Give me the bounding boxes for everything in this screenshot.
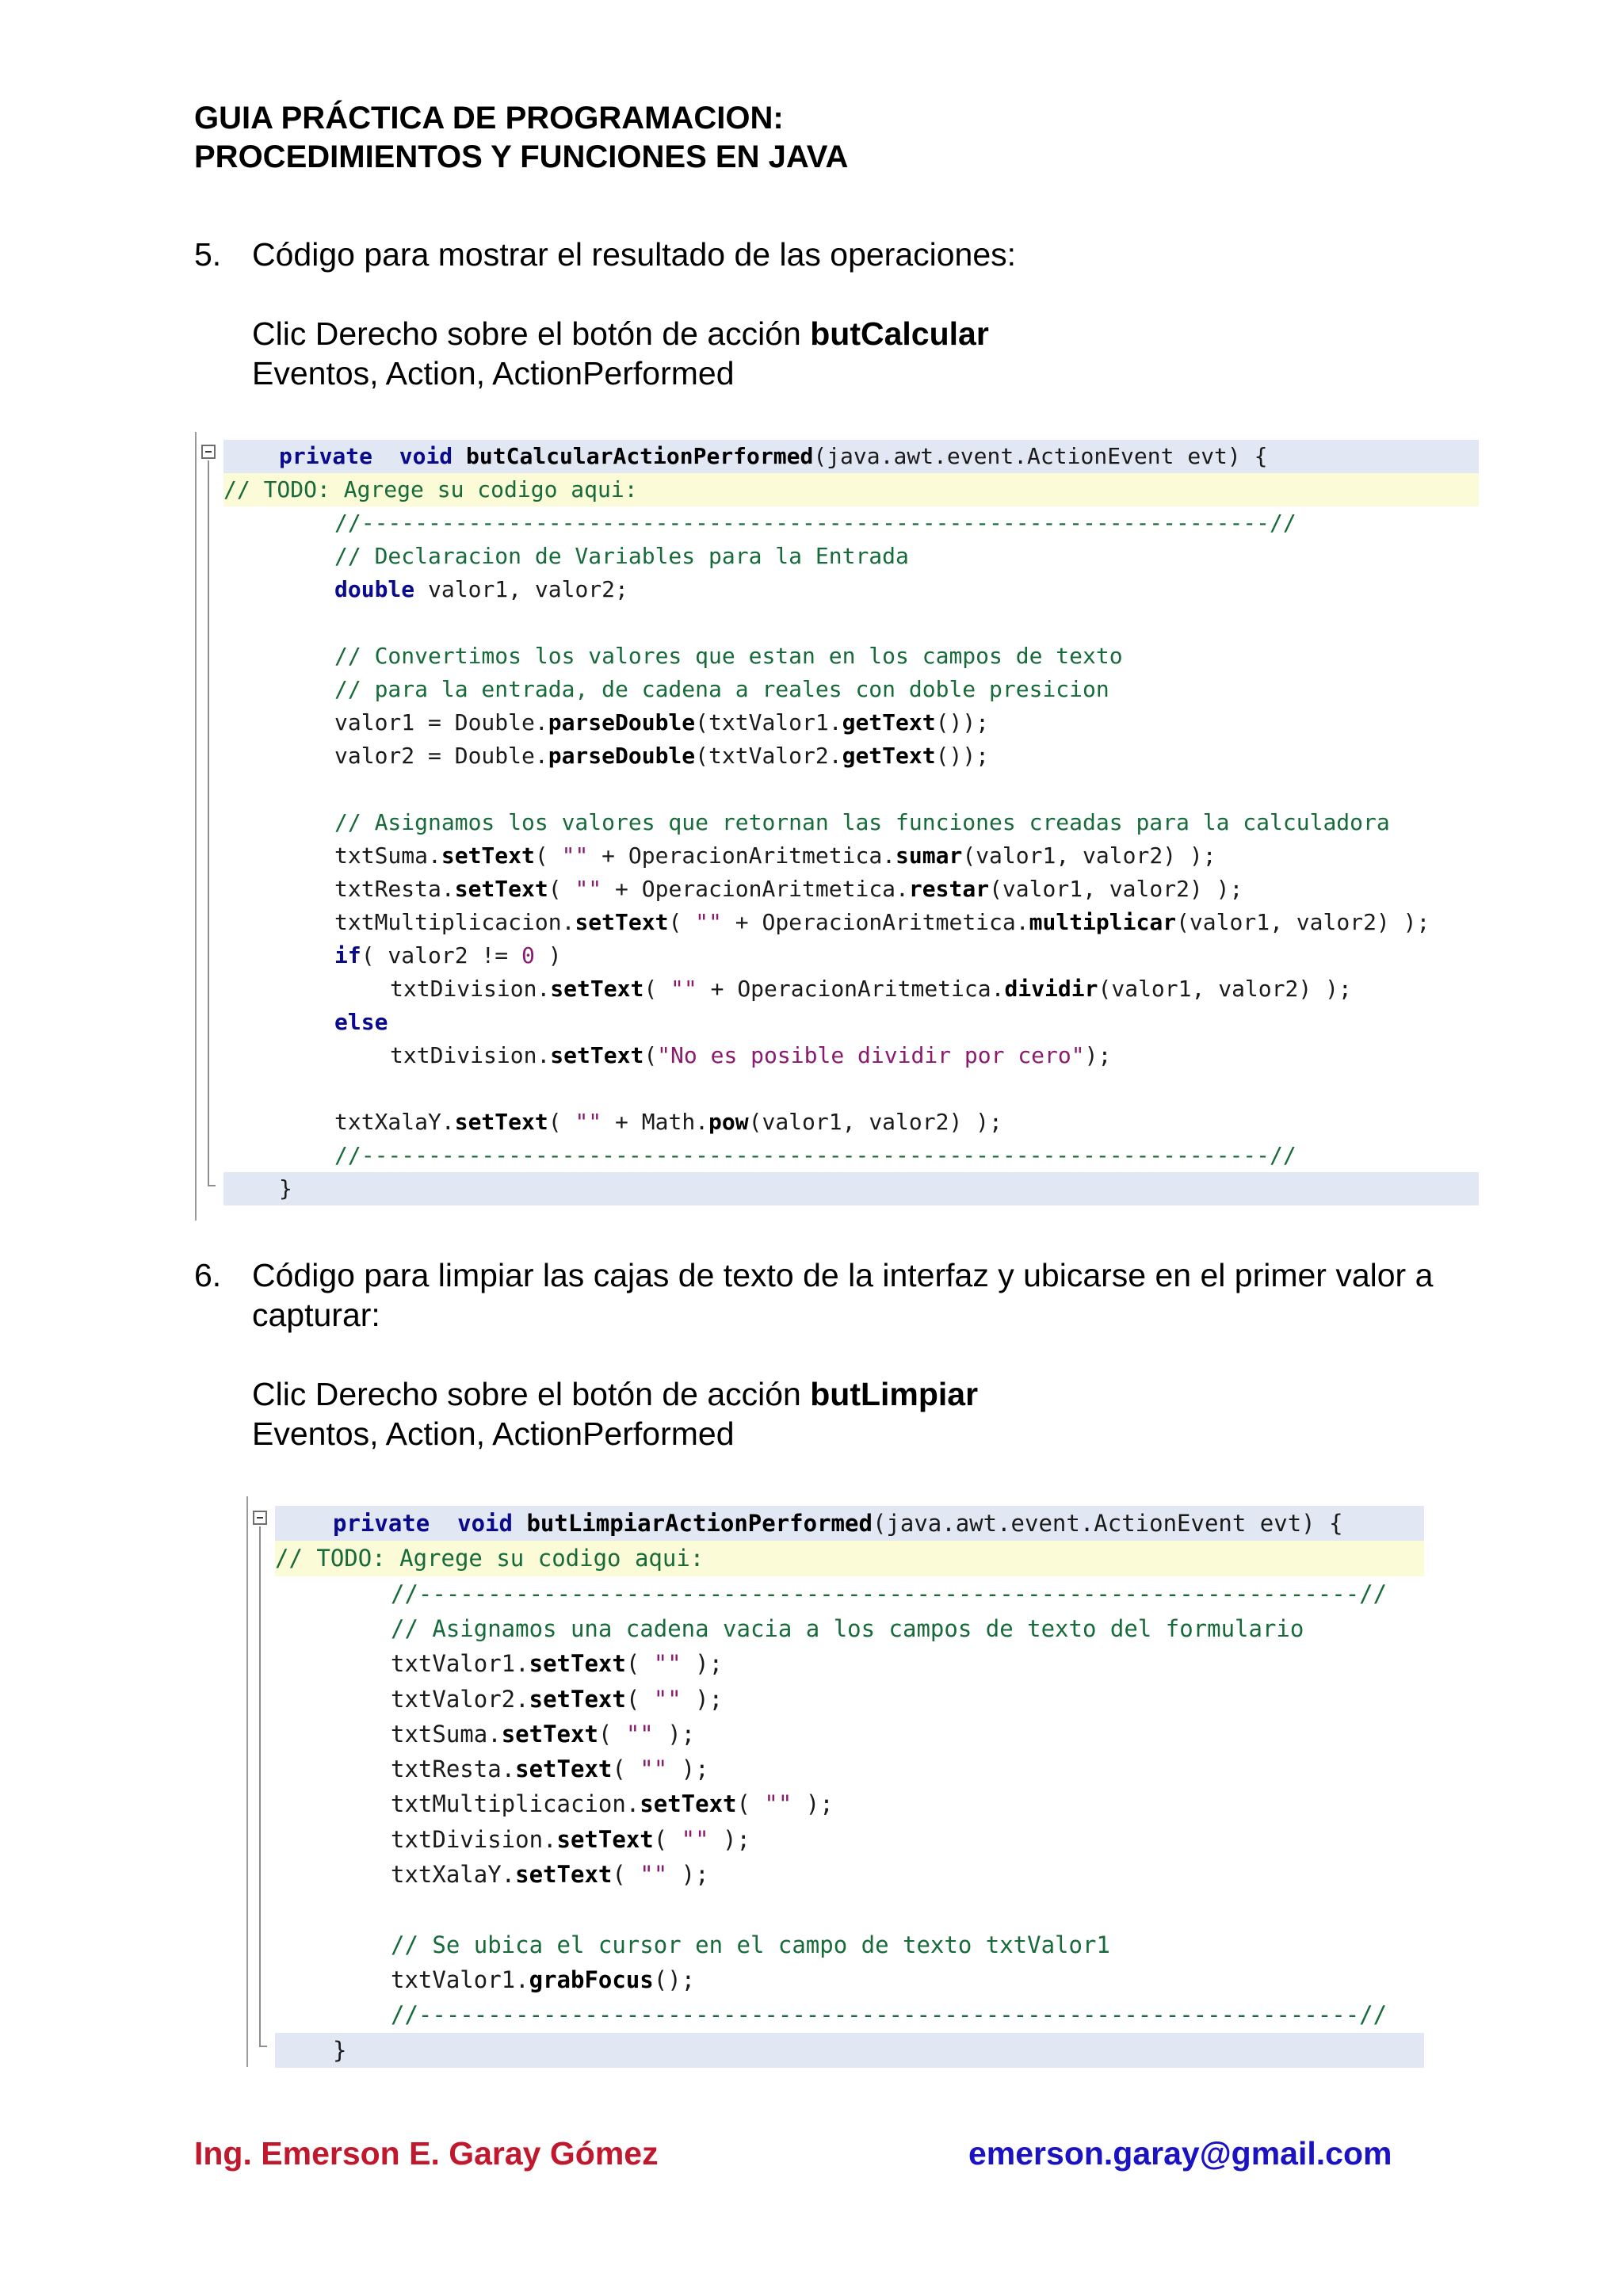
code-token: valor1, valor2;	[414, 576, 628, 602]
step6-heading-line1: Código para limpiar las cajas de texto de la interfaz y ubicarse en el primer valor a	[252, 1257, 1434, 1293]
code-token: if	[334, 942, 361, 968]
step5-heading: Código para mostrar el resultado de las operaciones:	[252, 236, 1017, 273]
code-token: ""	[561, 842, 589, 869]
code-token: (txtValor2.	[695, 743, 842, 769]
code-token: // TODO: Agrege su codigo aqui:	[275, 1545, 705, 1572]
code-token: txtSuma.	[334, 842, 441, 869]
code-token: setText	[640, 1790, 737, 1818]
code-block-butcalcular	[195, 432, 1487, 1221]
code-token: }	[333, 2036, 347, 2064]
code-token: pow	[708, 1109, 749, 1135]
code-line	[275, 1786, 1424, 1821]
code-token: (	[643, 1042, 658, 1068]
code-token: txtDivision.	[391, 1825, 557, 1853]
code-token: (	[548, 1109, 575, 1135]
code-token: double	[334, 576, 415, 602]
code-token: (	[534, 842, 562, 869]
code-token: (valor1, valor2) );	[1098, 976, 1352, 1002]
code-token: void	[457, 1510, 513, 1537]
code-token: // Asignamos una cadena vacia a los campos de texto del formulario	[391, 1614, 1304, 1642]
code-token: // Asignamos los valores que retornan las funciones creadas para la calculadora	[334, 809, 1390, 835]
code-token: (java.awt.event.ActionEvent evt) {	[872, 1510, 1343, 1537]
code-token: (	[612, 1755, 640, 1783]
code-token: (valor1, valor2) );	[962, 842, 1216, 869]
code-token: setText	[529, 1650, 626, 1678]
code-token: (	[736, 1790, 765, 1818]
code-token: (	[625, 1685, 654, 1713]
code-token: grabFocus	[529, 1966, 654, 1993]
code-line	[223, 540, 1479, 573]
code-token: txtSuma.	[391, 1720, 502, 1748]
code-token: );	[1084, 1042, 1112, 1068]
code-token: // TODO: Agrege su codigo aqui:	[223, 476, 638, 502]
code-token: setText	[556, 1825, 654, 1853]
step6-instruction	[252, 1374, 978, 1414]
code-token: valor2 = Double.	[334, 743, 548, 769]
code-token: butLimpiarActionPerformed	[512, 1510, 873, 1537]
code-token: ""	[575, 876, 602, 902]
code-token: + OperacionAritmetica.	[697, 976, 1005, 1002]
code-token: txtResta.	[334, 876, 455, 902]
code-token: getText	[842, 743, 936, 769]
code-token: setText	[454, 876, 548, 902]
code-token: //--------------------------------------------------------------------//	[391, 1580, 1388, 1607]
fold-guide-line	[259, 1526, 261, 2047]
code-line	[223, 1072, 1479, 1106]
code-token: private	[279, 443, 373, 469]
code-line	[223, 839, 1479, 873]
code-token: setText	[441, 842, 535, 869]
step6-events-path: Eventos, Action, ActionPerformed	[252, 1415, 735, 1452]
code-token: setText	[529, 1685, 626, 1713]
code-line	[275, 1682, 1424, 1717]
step5-events-path: Eventos, Action, ActionPerformed	[252, 355, 735, 392]
code-line	[275, 2033, 1424, 2068]
code-line	[275, 1962, 1424, 1997]
code-token: //--------------------------------------------------------------------//	[334, 510, 1296, 536]
code-line	[275, 1541, 1424, 1576]
editor-gutter-rule	[246, 1496, 248, 2067]
code-line	[223, 573, 1479, 606]
code-token: );	[681, 1650, 724, 1678]
fold-guide-line	[208, 460, 209, 1186]
code-line	[223, 440, 1479, 473]
code-token: getText	[842, 709, 936, 735]
step5-number: 5.	[194, 236, 222, 273]
code-token: txtDivision.	[390, 1042, 551, 1068]
code-token: parseDouble	[548, 709, 696, 735]
code-token: ""	[575, 1109, 602, 1135]
code-token: //--------------------------------------------------------------------//	[391, 2001, 1388, 2029]
code-token: ""	[695, 909, 722, 935]
code-line	[223, 473, 1479, 506]
step5-button-name: butCalcular	[810, 315, 989, 352]
code-token: + OperacionAritmetica.	[721, 909, 1029, 935]
code-token: private	[333, 1510, 430, 1537]
code-token: (java.awt.event.ActionEvent evt) {	[813, 443, 1268, 469]
code-line	[275, 1576, 1424, 1611]
code-token: txtValor1.	[391, 1650, 529, 1678]
editor-gutter-rule	[195, 432, 197, 1221]
code-token: txtXalaY.	[391, 1861, 516, 1888]
code-token: (	[668, 909, 696, 935]
code-token: valor1 = Double.	[334, 709, 548, 735]
collapse-icon[interactable]	[253, 1511, 267, 1525]
code-line	[223, 506, 1479, 540]
code-token: )	[534, 942, 562, 968]
code-line	[223, 939, 1479, 972]
code-line	[223, 1106, 1479, 1139]
code-token: + Math.	[601, 1109, 709, 1135]
fold-guide-end	[259, 2046, 267, 2047]
code-token: txtValor1.	[391, 1966, 529, 1993]
code-line	[223, 1139, 1479, 1172]
code-token: (	[643, 976, 671, 1002]
code-token: ""	[764, 1790, 792, 1818]
code-line	[275, 1752, 1424, 1786]
code-line	[223, 906, 1479, 939]
document-title-line2: PROCEDIMIENTOS Y FUNCIONES EN JAVA	[194, 139, 849, 174]
footer-author: Ing. Emerson E. Garay Gómez	[194, 2135, 659, 2172]
code-token: );	[667, 1861, 709, 1888]
code-token: setText	[575, 909, 669, 935]
code-token: setText	[501, 1720, 598, 1748]
step6-instruction-prefix: Clic Derecho sobre el botón de acción	[252, 1376, 811, 1412]
code-token: // Declaracion de Variables para la Entrada	[334, 543, 909, 569]
code-token: (valor1, valor2) );	[748, 1109, 1002, 1135]
code-line	[223, 673, 1479, 706]
code-token: );	[708, 1825, 750, 1853]
code-line	[275, 1717, 1424, 1752]
code-token: ""	[625, 1720, 654, 1748]
code-token: ""	[653, 1685, 682, 1713]
code-token: + OperacionAritmetica.	[601, 876, 909, 902]
code-token: ());	[935, 709, 990, 735]
step5-instruction-prefix: Clic Derecho sobre el botón de acción	[252, 315, 811, 352]
code-token: (	[598, 1720, 626, 1748]
code-token: setText	[515, 1755, 613, 1783]
code-block-butlimpiar	[246, 1496, 1435, 2067]
step6-number: 6.	[194, 1257, 222, 1293]
code-token: butCalcularActionPerformed	[453, 443, 814, 469]
code-line	[223, 1006, 1479, 1039]
code-token: parseDouble	[548, 743, 696, 769]
code-line	[223, 1039, 1479, 1072]
code-token: //--------------------------------------------------------------------//	[334, 1142, 1296, 1168]
code-line	[275, 1857, 1424, 1892]
code-token: setText	[515, 1861, 613, 1888]
code-line	[275, 1506, 1424, 1541]
code-line	[223, 773, 1479, 806]
code-line	[223, 739, 1479, 773]
code-token	[372, 443, 399, 469]
code-token: multiplicar	[1029, 909, 1177, 935]
document-title-line1: GUIA PRÁCTICA DE PROGRAMACION:	[194, 101, 784, 136]
code-token: );	[792, 1790, 834, 1818]
code-token: ();	[653, 1966, 696, 1993]
code-line	[275, 1646, 1424, 1681]
code-token: ""	[640, 1755, 668, 1783]
code-token: txtMultiplicacion.	[391, 1790, 640, 1818]
code-line	[275, 1997, 1424, 2032]
step5-instruction	[252, 314, 989, 353]
code-token: (	[612, 1861, 640, 1888]
fold-guide-end	[208, 1185, 216, 1186]
code-token: restar	[908, 876, 990, 902]
code-token: sumar	[896, 842, 963, 869]
code-token: dividir	[1004, 976, 1098, 1002]
code-token: setText	[550, 1042, 644, 1068]
code-token: ""	[670, 976, 697, 1002]
code-token: ""	[640, 1861, 668, 1888]
code-token: // Se ubica el cursor en el campo de texto txtValor1	[391, 1931, 1110, 1958]
code-line	[275, 1927, 1424, 1962]
code-line	[223, 806, 1479, 839]
code-token: // para la entrada, de cadena a reales con doble presicion	[334, 676, 1109, 702]
code-token: ""	[681, 1825, 709, 1853]
code-token: void	[399, 443, 453, 469]
code-line	[275, 1611, 1424, 1646]
code-token: txtDivision.	[390, 976, 551, 1002]
code-token: (txtValor1.	[695, 709, 842, 735]
code-token: );	[653, 1720, 696, 1748]
code-token: txtXalaY.	[334, 1109, 455, 1135]
code-token: txtMultiplicacion.	[334, 909, 575, 935]
code-token: }	[279, 1175, 292, 1201]
code-line	[223, 706, 1479, 739]
code-token: (valor1, valor2) );	[1176, 909, 1430, 935]
code-token: (	[653, 1825, 682, 1853]
footer-email-link[interactable]: emerson.garay@gmail.com	[968, 2135, 1392, 2172]
code-line	[223, 972, 1479, 1006]
code-token: ( valor2 !=	[361, 942, 522, 968]
code-token: else	[334, 1009, 388, 1035]
code-token: txtValor2.	[391, 1685, 529, 1713]
code-token: 0	[521, 942, 535, 968]
code-line	[223, 606, 1479, 640]
code-token	[430, 1510, 457, 1537]
code-token: txtResta.	[391, 1755, 516, 1783]
code-token: (valor1, valor2) );	[989, 876, 1243, 902]
code-token: setText	[454, 1109, 548, 1135]
step6-heading-line2: capturar:	[252, 1297, 380, 1333]
code-token: // Convertimos los valores que estan en los campos de texto	[334, 643, 1123, 669]
code-token: );	[681, 1685, 724, 1713]
code-line	[223, 1172, 1479, 1205]
code-line	[275, 1892, 1424, 1927]
code-token: setText	[550, 976, 644, 1002]
code-line	[223, 640, 1479, 673]
code-token: ""	[653, 1650, 682, 1678]
step6-button-name: butLimpiar	[810, 1376, 979, 1412]
code-token: ());	[935, 743, 990, 769]
code-line	[275, 1822, 1424, 1857]
code-line	[223, 873, 1479, 906]
code-token: (	[625, 1650, 654, 1678]
code-token: + OperacionAritmetica.	[588, 842, 896, 869]
collapse-icon[interactable]	[201, 445, 216, 459]
code-token: (	[548, 876, 575, 902]
code-token: "No es posible dividir por cero"	[657, 1042, 1085, 1068]
code-token: );	[667, 1755, 709, 1783]
